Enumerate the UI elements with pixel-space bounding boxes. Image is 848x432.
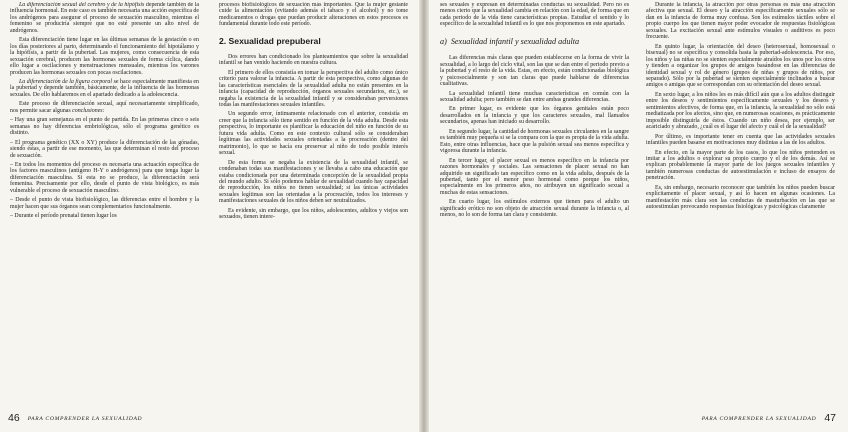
left-page-number: 46 — [8, 412, 20, 424]
italic-phrase: La diferenciación de la figura corporal — [19, 78, 113, 85]
right-page-footer — [702, 412, 836, 426]
paragraph-text: – En todos los momentos del proceso es necesaria una actuación específica de los factores masculinos (antígeno H-Y o andrógenos) para que tenga lugar la diferenciación masculina. Si esta no se produce, la diferenciación será femenina. Precisamente por ello, desde el punto de vista biológico, es más vulnerable el proceso de sexuación masculino. — [10, 161, 199, 194]
left-running-title: PARA COMPRENDER LA SEXUALIDAD — [27, 416, 143, 422]
body-paragraph — [10, 117, 199, 136]
body-paragraph — [219, 54, 408, 67]
body-paragraph — [646, 92, 835, 131]
paragraph-text: De esta forma se negaba la existencia de la sexualidad infantil, se condenaban todas sus manifestaciones y se llevaba a cabo una educación que estaba condicionada por una determinada concepción de la sexualidad propia del mundo adulto. Si sólo podemos hablar de sexualidad cuando hay capacidad de reproducción, los niños no tienen sexualidad; si las únicas actividades sexuales legítimas son las orientadas a la procreación, todos los intereses y manifestaciones sexuales de los niños deben ser neutralizados. — [219, 159, 408, 205]
paragraph-text: Es evidente, sin embargo, que los niños, adolescentes, adultos y viejos son sexuados, tienen intere- — [219, 207, 408, 221]
left-page-column-2 — [219, 2, 408, 408]
paragraph-text: Por último, es importante tener en cuenta que las actividades sexuales infantiles pueden basarse en motivaciones muy distintas a las de los adultos. — [646, 133, 835, 147]
paragraph-text: En sexto lugar, a los niños les es más difícil aún que a los adultos distinguir entre los deseos y sentimientos específicamente sexuales y los deseos y sentimientos afectivos, de forma que, en la infancia, la sexualidad no sólo está mediatizada por los afectos, sino que, en numerosas ocasiones, es prácticamente imposible distinguirla de éstos. Cuando un niño desea, por ejemplo, ser acariciado y abrazado, ¿cuál es el lugar del afecto y cuál el de la sexualidad? — [646, 91, 835, 131]
paragraph-text: En cuarto lugar, los estímulos externos que tienen para el adulto un significado erótico no son objeto de atracción sexual durante la infancia o, al menos, no lo son de forma tan clara y consistente. — [440, 199, 629, 219]
paragraph-text: ses sexuales y expresan en determinadas conductas su sexualidad. Pero no es menos cierto que la sexualidad cambia en relación con la edad, de forma que en cada periodo de la vida tiene características propias. Estudiar el sentido y lo específico de la sexualidad infantil es lo que nos proponemos en este apartado. — [440, 2, 629, 28]
body-paragraph — [646, 185, 835, 211]
left-page-footer — [8, 412, 142, 426]
body-paragraph — [440, 158, 629, 197]
paragraph-text: En efecto, en la mayor parte de los casos, lo que los niños pretenden es imitar a los adultos o explorar su propio cuerpo y el de los demás. Así se explican probablemente la mayor parte de los juegos sexuales infantiles y también numerosas conductas de autoestimulación e incluso de ensayos de penetración. — [646, 149, 835, 182]
body-paragraph — [440, 55, 629, 87]
body-paragraph — [10, 2, 199, 34]
body-paragraph — [219, 208, 408, 221]
body-paragraph — [440, 199, 629, 218]
paragraph-text: En tercer lugar, el placer sexual es menos específico en la infancia por razones hormonales y sociales. Las sensaciones de placer sexual no han adquirido un significado tan específico como en la vida adulta, después de la pubertad, tanto por el menor peso hormonal como porque los niños, especialmente en los primeros años, no atribuyen un significado sexual a muchas de estas sensaciones. — [440, 157, 629, 196]
paragraph-text: Esta diferenciación tiene lugar en las últimas semanas de la gestación o en los días posteriores al parto, determinando el funcionamiento del hipotálamo y la hipófisis, a partir de la pubertad. Las mujeres, como consecuencia de esta sexuación cerebral, producen las hormonas sexuales de forma cíclica, dando ello lugar a oscilaciones y menstruaciones mensuales, mientras los varones producen las hormonas sexuales con pocas oscilaciones. — [10, 37, 199, 76]
paragraph-text: En segundo lugar, la cantidad de hormonas sexuales circulantes en la sangre es también muy pequeña si se la compara con la que es propia de la vida adulta. Esto, entre otras influencias, hace que la pulsión sexual sea menos específica y vigorosa durante la infancia. — [440, 128, 629, 155]
right-page-column-2 — [646, 2, 835, 408]
book-gutter — [419, 0, 429, 432]
body-paragraph — [10, 162, 199, 194]
right-page — [426, 0, 848, 432]
paragraph-text: En quinto lugar, la orientación del deseo (heterosexual, homosexual o bisexual) no se específica y consolida hasta la pubertad-adolescencia. Por eso, los niños y las niñas no se sienten especialmente atraídos los unos por los otros y tienden a organizar los grupos de amigos basándose en las diferencias de identidad sexual y rol de género (grupos de niñas y grupos de niños, por separado). Sólo por la pubertad se sienten especialmente inclinados a buscar amigos o amigas que se correspondan con su orientación del deseo sexual. — [646, 43, 835, 89]
body-paragraph — [10, 197, 199, 210]
subsection-title: Sexualidad infantil y sexualidad adulta — [450, 36, 580, 46]
paragraph-text: El primero de ellos consistía en tomar la perspectiva del adulto como único criterio para valorar la infancia. A partir de esta perspectiva, como algunas de las características esenciales de la sexualidad adulta no están presentes en la infancia (capacidad de reproducción, órganos sexuales secundarios, etc.), se negaba la existencia de la sexualidad infantil y se consideraban perversiones todas las manifestaciones sexuales infantiles. — [219, 69, 408, 108]
paragraph-text: La sexualidad infantil tiene muchas características en común con la sexualidad adulta; pero también se dan entre ambas grandes diferencias. — [440, 90, 629, 104]
section-heading: 2. Sexualidad prepuberal — [219, 35, 321, 46]
paragraph-text: Es, sin embargo, necesario reconocer que también los niños pueden buscar explícitamente el placer sexual, y así lo hacen en algunas ocasiones. La manifestación más clara son las conductas de masturbación en las que se autoestimulan provocando respuestas fisiológicas y psicológicas claramente — [646, 184, 835, 211]
body-paragraph — [10, 213, 199, 219]
paragraph-text: – Desde el punto de vista biofisiológico, las diferencias entre el hombre y la mujer hacen que sus órganos sean complementarios funcionalmente. — [10, 197, 199, 210]
paragraph-text: depende también de la influencia hormonal. En este caso es también necesaria una acción específica de los andrógenos para asegurar el proceso de sexuación masculino, mientras el femenino se produciría siempre que no esté presente un alto nivel de andrógenos. — [10, 2, 199, 34]
body-paragraph — [10, 140, 199, 159]
body-paragraph — [219, 70, 408, 109]
right-page-column-1 — [440, 2, 629, 408]
body-paragraph — [10, 37, 199, 76]
body-paragraph — [440, 106, 629, 125]
paragraph-text: – Durante el período prenatal tienen lugar los — [10, 213, 117, 220]
body-paragraph — [10, 79, 199, 98]
paragraph-text: Dos errores han condicionado los planteamientos que sobre la sexualidad infantil se han venido haciendo en nuestra cultura. — [219, 53, 408, 67]
left-page — [0, 0, 422, 432]
right-page-number: 47 — [824, 412, 836, 424]
body-paragraph — [646, 134, 835, 147]
paragraph-text: se hace especialmente manifiesta en la pubertad y depende también, básicamente, de la influencia de las hormonas sexuales. De ello hablaremos en el apartado dedicado a la adolescencia. — [10, 78, 199, 98]
paragraph-text: Las diferencias más claras que pueden establecerse en la forma de vivir la sexualidad, a lo largo del ciclo vital, son las que se dan entre el periodo previo a la pubertad y el resto de la vida. Estas, en efecto, están condicionadas biológica y psicosocialmente y son tan claras que puede hablarse de diferencias cualitativas. — [440, 55, 629, 88]
body-paragraph — [440, 91, 629, 104]
paragraph-text: procesos biofisiológicos de sexuación más importantes. Que la mujer gestante cuide la alimentación (evitando además el tabaco y el alcohol) y no tome medicamentos o drogas que puedan producir alteraciones en estos procesos es fundamental durante todo este período. — [219, 2, 408, 28]
subsection-number: a) — [440, 36, 447, 46]
paragraph-text: – El programa genético (XX o XY) produce la diferenciación de las gónadas, siendo éstas, a partir de ese momento, las que determinan el resto del proceso de sexuación. — [10, 139, 199, 159]
body-paragraph — [646, 44, 835, 89]
paragraph-text: Un segundo error, íntimamente relacionado con el anterior, consistía en creer que la infancia sólo tiene sentido en función de la vida adulta. Desde esta perspectiva, lo importante es planificar la educación del niño en función de su futura vida adulta. Como en este contexto cultural sólo se consideraban legítimas las actividades sexuales orientadas a la procreación (dentro del matrimonio), lo que se hacía era preservar al niño de todo posible interés sexual. — [219, 111, 408, 157]
body-paragraph — [440, 2, 629, 28]
italic-phrase: La diferenciación sexual del cerebro y de la hipófisis — [19, 2, 145, 8]
body-paragraph — [219, 111, 408, 156]
paragraph-text: En primer lugar, es evidente que los órganos genitales están poco desarrollados en la infancia y que los caracteres sexuales, mal llamados secundarios, apenas han iniciado su desarrollo. — [440, 106, 629, 126]
paragraph-text: – Hay una gran semejanza en el punto de partida. En las primeras cinco o seis semanas no hay diferencias embriológicas, sólo el programa genético es distinto. — [10, 117, 199, 137]
body-paragraph — [10, 101, 199, 114]
paragraph-text: Este proceso de diferenciación sexual, aquí necesariamente simplificado, nos permite sacar algunas — [10, 101, 199, 114]
body-paragraph — [646, 2, 835, 41]
body-paragraph — [219, 160, 408, 205]
body-paragraph — [219, 2, 408, 28]
body-paragraph — [440, 129, 629, 155]
paragraph-text: Durante la infancia, la atracción por otras personas es más una atracción afectiva que sexual. El deseo y la atracción específicamente sexuales sólo se dan en la infancia de forma muy confusa. Son los estímulos táctiles sobre el propio cuerpo los que tienen mayor poder evocador de respuestas fisiológicas sexuales. La excitación sexual ante estímulos visuales o auditivos es poco frecuente. — [646, 2, 835, 41]
body-paragraph — [646, 150, 835, 182]
right-running-title: PARA COMPRENDER LA SEXUALIDAD — [701, 416, 817, 422]
subsection-heading — [440, 37, 629, 47]
left-page-column-1 — [10, 2, 199, 408]
italic-phrase: conclusiones: — [72, 107, 105, 114]
